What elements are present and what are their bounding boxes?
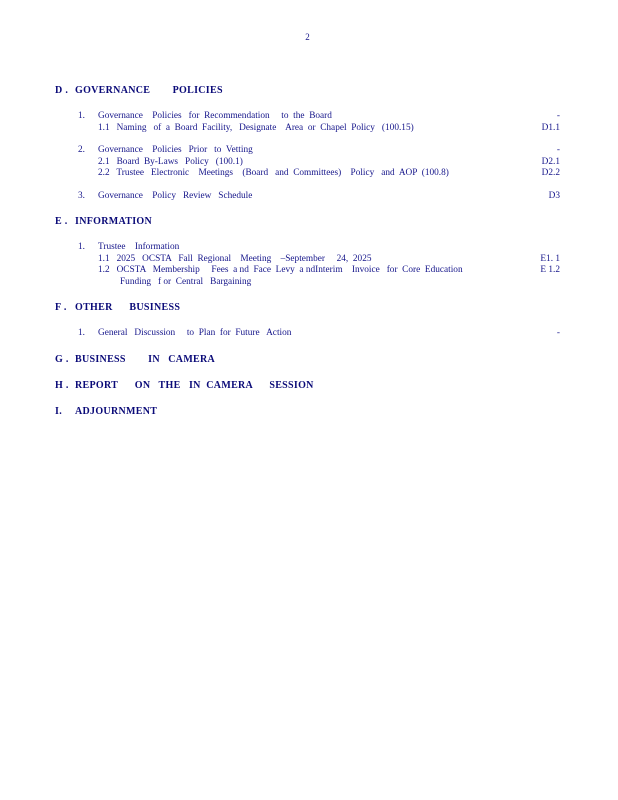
section-title: ADJOURNMENT [75,405,158,417]
section-letter: E . [55,216,68,227]
section-h-report-in-camera [55,380,560,392]
ref-code: - [556,111,560,121]
section-i-adjournment [55,406,560,418]
agenda-line [98,168,560,180]
item-number: 2. [78,145,85,155]
section-heading [55,406,560,418]
ref-code: E1. 1 [540,253,560,264]
section-f-other-business [55,302,560,340]
agenda-line [98,242,560,254]
section-title: REPORT ON THE IN CAMERA SESSION [75,379,314,391]
line-text: Governance Policies for Recommendation to the Board [98,111,332,121]
section-heading [55,302,560,314]
agenda-line [98,145,560,157]
agenda-line [98,157,560,169]
agenda-line [98,111,560,123]
section-heading [55,380,560,392]
item-body [98,191,560,203]
ref-code: E 1.2 [540,265,560,275]
line-text: 1.1 Naming of a Board Facility, Designate Area or Chapel Policy (100.15) [98,122,414,133]
agenda-line [98,254,560,266]
section-letter: F . [55,302,67,313]
item-number: 1. [78,242,85,252]
line-text: Funding f or Central Bargaining [120,276,252,287]
ref-code: - [556,328,560,338]
ref-code [514,242,560,254]
line-text: Governance Policies Prior to Vetting [98,145,253,155]
item-number: 3. [78,190,85,201]
agenda-item [78,242,560,288]
section-heading [55,85,560,97]
item-number: 1. [78,328,85,338]
ref-code: D1.1 [541,122,560,133]
section-letter: G . [55,353,69,365]
line-text: 2.1 Board By-Laws Policy (100.1) [98,156,243,167]
section-heading [55,216,560,228]
ref-code: D2.1 [541,156,560,167]
item-body [98,145,560,180]
ref-code: - [556,145,560,155]
section-title: INFORMATION [75,216,153,227]
section-title: GOVERNANCE POLICIES [75,85,223,96]
ref-code: D3 [548,190,560,201]
section-title: BUSINESS IN CAMERA [75,353,216,365]
line-text: General Discussion to Plan for Future Action [98,328,292,338]
section-letter: D . [55,85,69,96]
page-number: 2 [305,32,310,42]
item-body [98,328,560,340]
section-heading [55,354,560,366]
agenda-item [78,328,560,340]
section-title: OTHER BUSINESS [75,302,181,313]
section-letter: I. [55,405,62,417]
line-text: Trustee Information [98,242,180,252]
ref-code: D2.2 [541,168,560,178]
ref-code [514,277,560,289]
agenda-line [98,277,560,289]
section-e-information [55,216,560,288]
section-g-business-in-camera [55,354,560,366]
agenda-item [78,191,560,203]
agenda-line [98,191,560,203]
item-body [98,242,560,288]
line-text: 2.2 Trustee Electronic Meetings (Board and Committees) Policy and AOP (100.8) [98,168,449,178]
agenda-outline [55,85,560,418]
agenda-line [98,328,560,340]
agenda-item [78,111,560,134]
agenda-line [98,123,560,135]
item-body [98,111,560,134]
item-number: 1. [78,111,85,121]
agenda-line [98,265,560,277]
section-d-governance-policies [55,85,560,202]
line-text: 1.2 OCSTA Membership Fees a nd Face Levy a ndInterim Invoice for Core Education [98,265,463,275]
line-text: 1.1 2025 OCSTA Fall Regional Meeting –September 24, 2025 [98,253,372,264]
line-text: Governance Policy Review Schedule [98,190,253,201]
agenda-item [78,145,560,180]
section-letter: H . [55,379,69,391]
